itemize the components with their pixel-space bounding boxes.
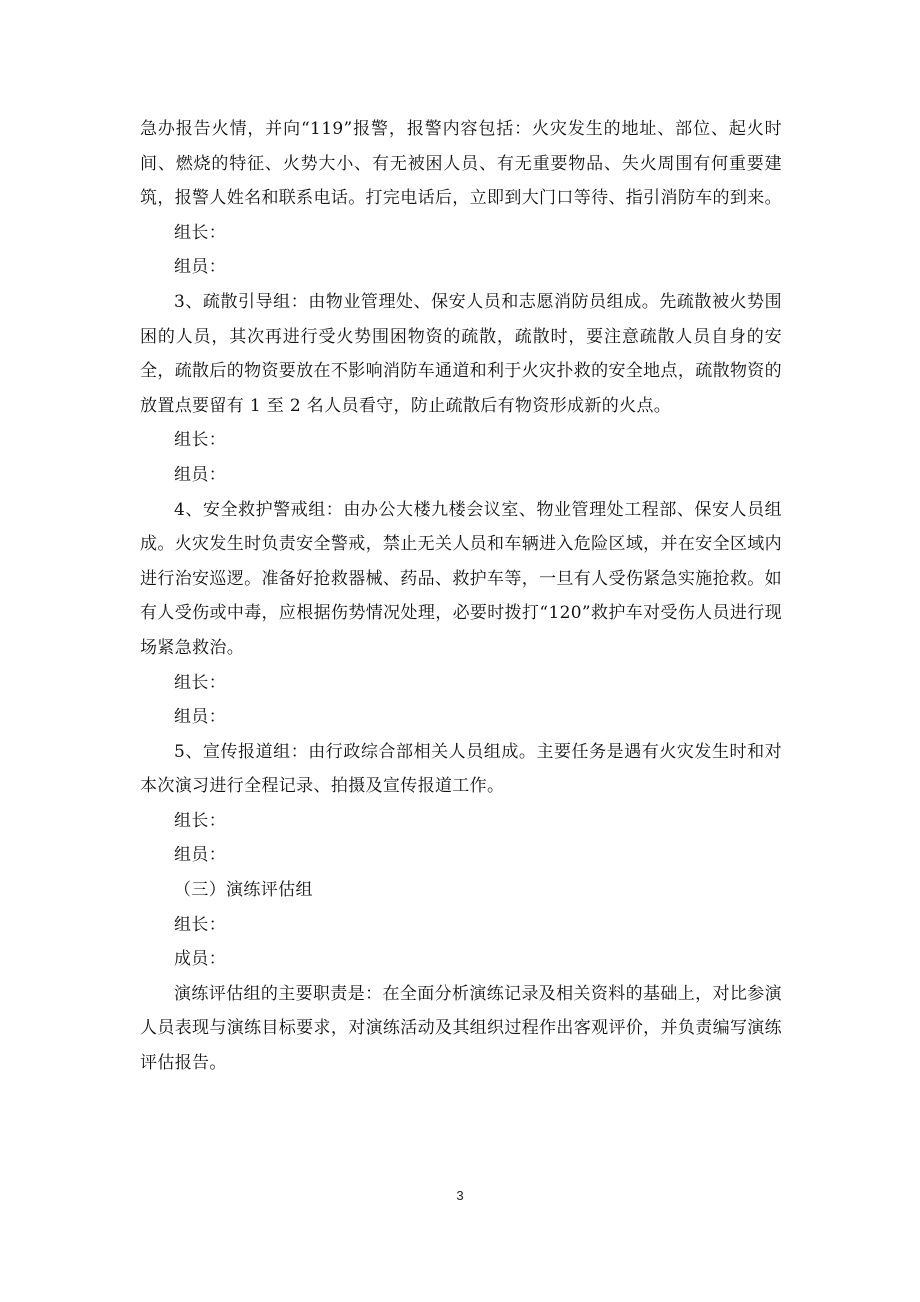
paragraph-member-label: 组员： xyxy=(174,707,227,728)
page-number: 3 xyxy=(456,1188,464,1203)
paragraph-member-label: 组员： xyxy=(174,845,227,866)
paragraph-member-label: 组员： xyxy=(174,464,227,485)
paragraph-publicity-group: 5、宣传报道组：由行政综合部相关人员组成。主要任务是遇有火灾发生时和对本次演习进行全程记录、拍摄及宣传报道工作。 xyxy=(140,741,782,797)
section-heading-evaluation-group: （三）演练评估组 xyxy=(174,880,313,901)
paragraph-leader-label: 组长： xyxy=(174,222,227,243)
paragraph-rescue-guard-group: 4、安全救护警戒组：由办公大楼九楼会议室、物业管理处工程部、保安人员组成。火灾发生时负责安全警戒，禁止无关人员和车辆进入危险区域，并在安全区域内进行治安巡逻。准备好抢救器械、药品、救护车等，一旦有人受伤紧急实施抢救。如有人受伤或中毒，应根据伤势情况处理，必要时拨打“120”救护车对受伤人员进行现场紧急救治。 xyxy=(140,499,782,658)
page-content xyxy=(140,112,782,1081)
paragraph-member-label: 成员： xyxy=(174,949,227,970)
paragraph-leader-label: 组长： xyxy=(174,914,227,935)
paragraph-leader-label: 组长： xyxy=(174,672,227,693)
paragraph-fire-report: 急办报告火情，并向“119”报警，报警内容包括：火灾发生的地址、部位、起火时间、燃烧的特征、火势大小、有无被困人员、有无重要物品、失火周围有何重要建筑，报警人姓名和联系电话。打完电话后，立即到大门口等待、指引消防车的到来。 xyxy=(140,119,782,209)
paragraph-evaluation-duties: 演练评估组的主要职责是：在全面分析演练记录及相关资料的基础上，对比参演人员表现与演练目标要求，对演练活动及其组织过程作出客观评价，并负责编写演练评估报告。 xyxy=(140,983,782,1074)
paragraph-leader-label: 组长： xyxy=(174,430,227,451)
paragraph-member-label: 组员： xyxy=(174,257,227,278)
paragraph-leader-label: 组长： xyxy=(174,810,227,831)
paragraph-evacuation-group: 3、疏散引导组：由物业管理处、保安人员和志愿消防员组成。先疏散被火势围困的人员，其次再进行受火势围困物资的疏散，疏散时，要注意疏散人员自身的安全，疏散后的物资要放在不影响消防车通道和利于火灾扑救的安全地点，疏散物资的放置点要留有 1 至 2 名人员看守，防止疏散后有物资形成新的火点。 xyxy=(140,291,782,416)
